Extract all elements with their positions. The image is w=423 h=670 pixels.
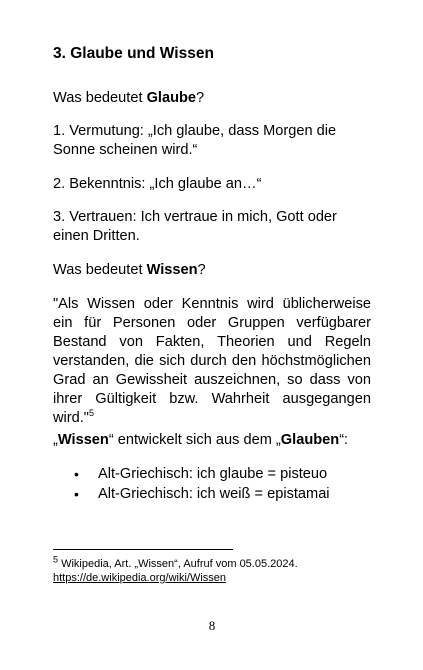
footnote-link[interactable]: https://de.wikipedia.org/wiki/Wissen [53,572,227,584]
wissen-glauben-statement [53,431,371,450]
section-heading: 3. Glaube und Wissen [53,45,214,62]
footnote [53,554,371,585]
footnote-reference: 5 [89,408,95,419]
meaning-vertrauen: 3. Vertrauen: Ich vertraue in mich, Gott oder einen Dritten. [53,209,337,244]
footnote-separator [53,549,233,550]
list-item [53,464,371,484]
question-wissen [53,261,371,280]
question-glaube [53,89,371,108]
statement-term-wissen: Wissen [57,432,109,448]
question-wissen-term: Wissen [146,262,198,278]
footnote-text: Wikipedia, Art. „Wissen“, Aufruf vom 05.05.2024. [58,558,298,570]
question-glaube-prefix: Was bedeutet [53,90,147,106]
wissen-definition-quote [53,295,371,428]
list-item [53,484,371,504]
bullet-icon: • [74,466,79,482]
meaning-bekenntnis: 2. Bekenntnis: „Ich glaube an…“ [53,176,262,192]
statement-open-quote: „ [53,432,58,448]
meaning-vermutung: 1. Vermutung: „Ich glaube, dass Morgen die Sonne scheinen wird.“ [53,123,337,158]
quote-text: "Als Wissen oder Kenntnis wird üblicherweise ein für Personen oder Gruppen verfügbarer Bestand von Fakten, Theorien und Regeln verstanden, die sich durch den höchstmöglichen Grad an Gewissheit auszeichnen, so dass von ihrer Gültigkeit bzw. Wahrheit ausgegangen wird." [53,296,371,426]
footnote-number: 5 [53,554,59,565]
question-glaube-suffix: ? [196,90,205,106]
question-glaube-term: Glaube [146,90,197,106]
question-wissen-suffix: ? [197,262,206,278]
page-number: 8 [208,618,216,633]
bullet-list [53,464,371,504]
list-item-text: Alt-Griechisch: ich glaube = pisteuo [98,466,328,482]
question-wissen-prefix: Was bedeutet [53,262,147,278]
list-item-text: Alt-Griechisch: ich weiß = epistamai [98,486,330,502]
bullet-icon: • [74,486,79,502]
statement-close: “: [339,432,349,448]
statement-term-glauben: Glauben [280,432,340,448]
statement-middle: “ entwickelt sich aus dem „ [108,432,281,448]
footnote-citation [53,554,371,571]
